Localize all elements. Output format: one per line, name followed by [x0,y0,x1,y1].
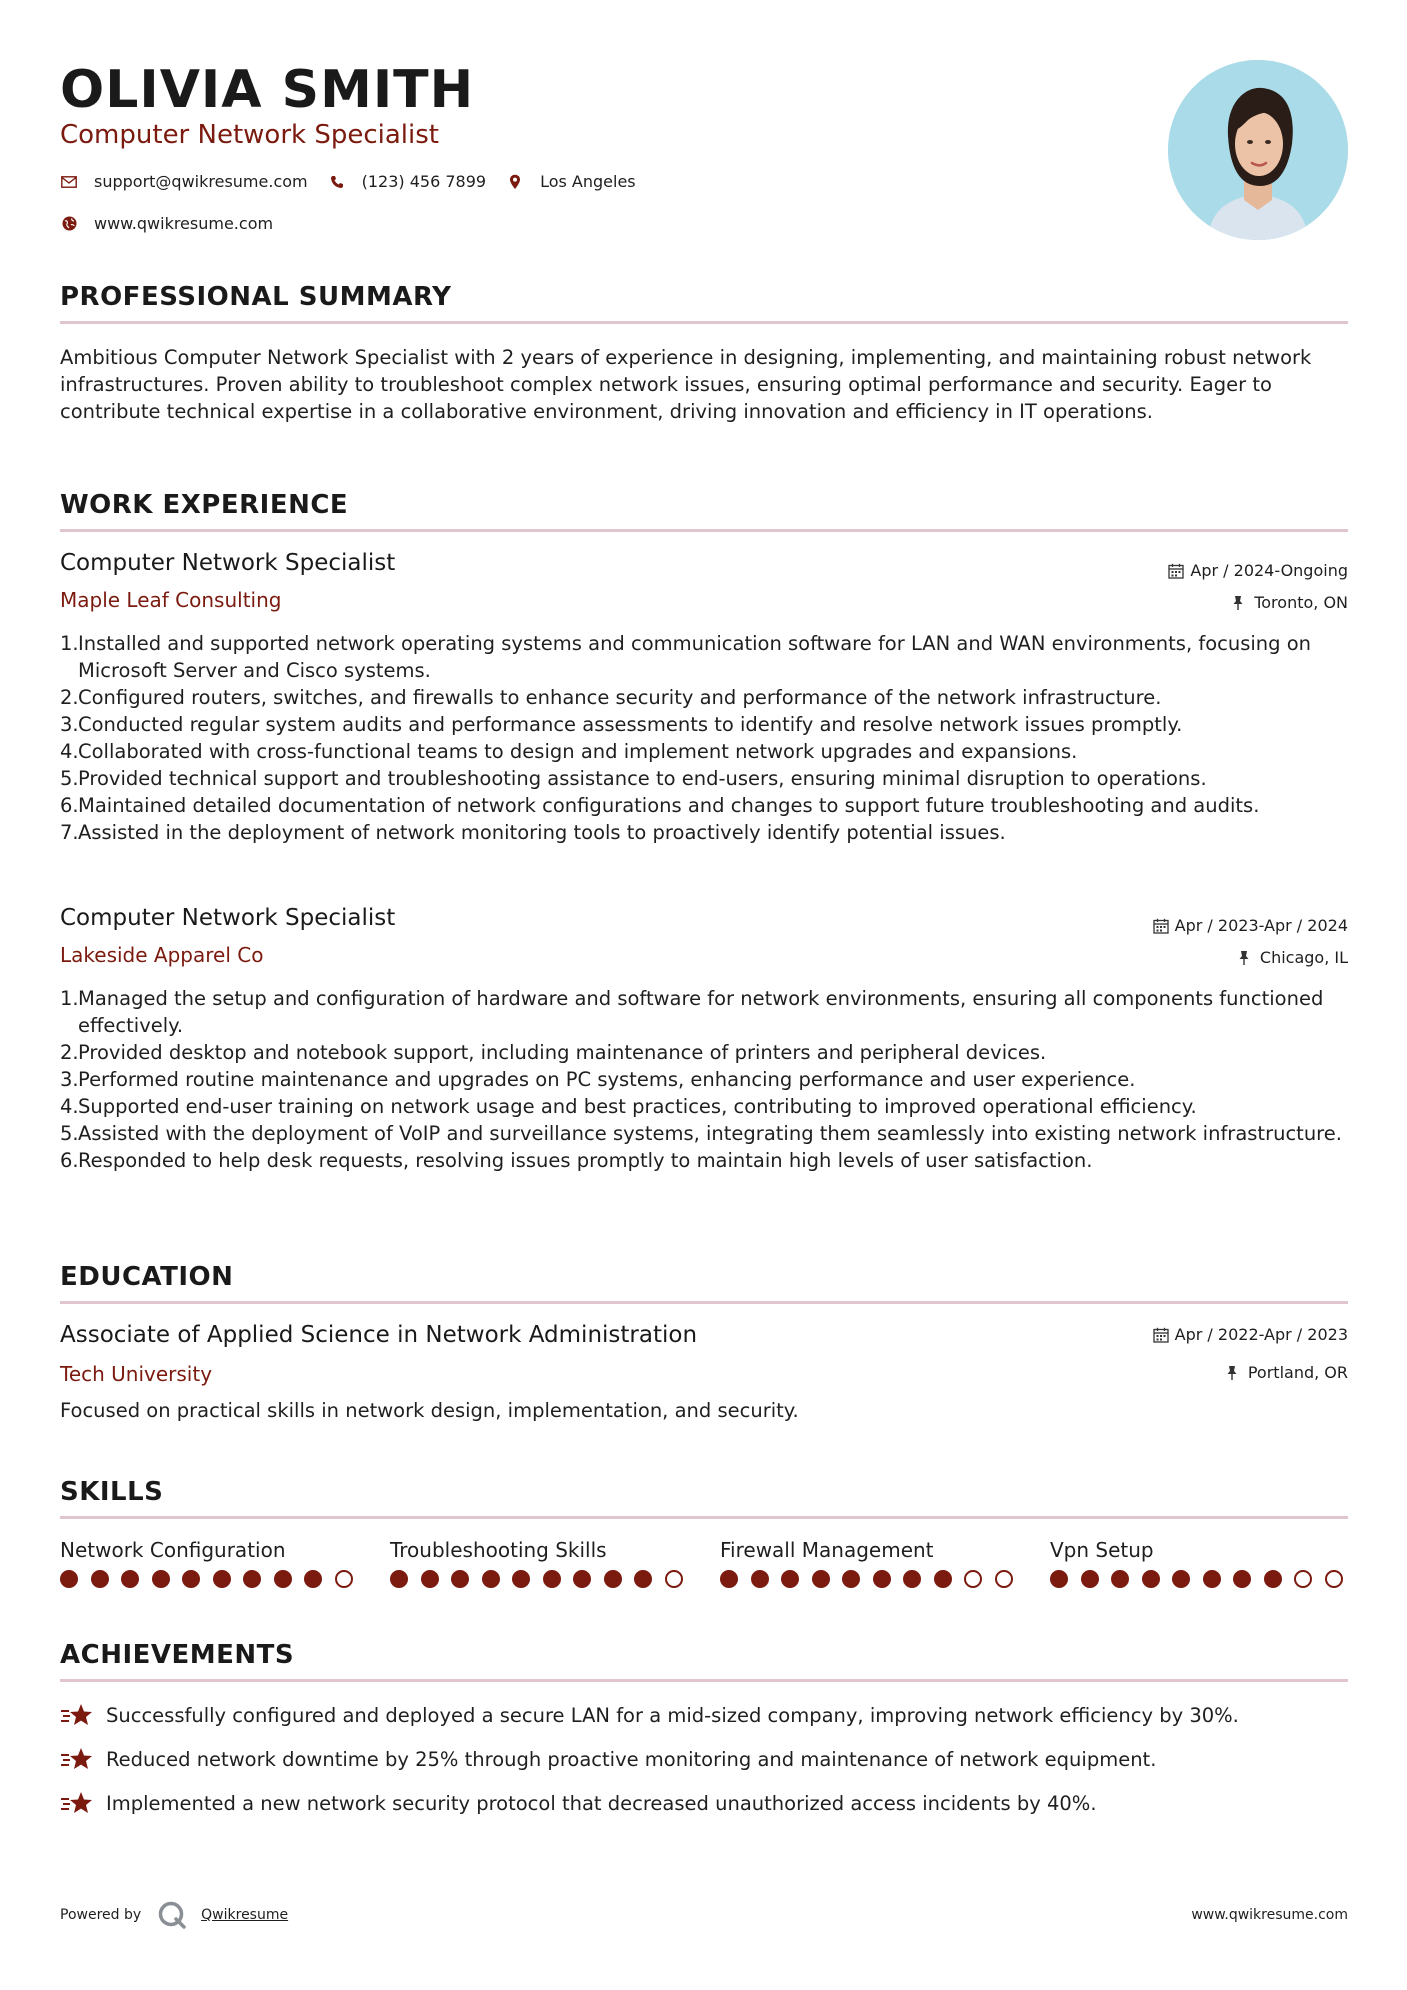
summary-heading: PROFESSIONAL SUMMARY [60,282,452,312]
footer [60,1900,1348,1930]
rating-dot-filled [1081,1570,1099,1588]
rating-dot-filled [1203,1570,1221,1588]
list-item: 5. Assisted with the deployment of VoIP and surveillance systems, integrating them seamlessly into existing network infrastructure. [60,1122,1342,1145]
qwikresume-link[interactable]: Qwikresume [201,1907,289,1923]
calendar-icon [1168,563,1184,579]
skill-name: Vpn Setup [1050,1538,1154,1562]
rating-dot-filled [243,1570,261,1588]
star-icon [60,1746,94,1772]
experience-heading: WORK EXPERIENCE [60,490,349,520]
rating-dot-filled [304,1570,322,1588]
achievement-text: Implemented a new network security protocol that decreased unauthorized access incidents by 40%. [106,1791,1097,1815]
rating-dot-filled [512,1570,530,1588]
rating-dot-filled [451,1570,469,1588]
list-item: 6. Responded to help desk requests, resolving issues promptly to maintain high levels of user satisfaction. [60,1149,1093,1172]
skills-divider [60,1516,1348,1519]
skill-item [720,1538,1020,1588]
envelope-icon [60,173,78,191]
resume-page [60,0,1348,1990]
phone-icon [328,173,346,191]
achievements-divider [60,1679,1348,1682]
job-1-location [1232,593,1348,612]
email-link[interactable]: support@qwikresume.com [94,172,308,191]
education-school: Tech University [60,1362,213,1386]
rating-dot-filled [604,1570,622,1588]
globe-icon [60,215,78,233]
map-pin-icon [506,173,524,191]
skill-rating [60,1570,360,1588]
list-item: 3. Performed routine maintenance and upgrades on PC systems, enhancing performance and user experience. [60,1068,1136,1091]
rating-dot-empty [1294,1570,1312,1588]
candidate-name: OLIVIA SMITH [60,60,475,120]
list-item: 4. Collaborated with cross-functional teams to design and implement network upgrades and expansions. [60,740,1078,763]
rating-dot-filled [543,1570,561,1588]
skill-rating [1050,1570,1350,1588]
profile-photo [1168,60,1348,240]
star-icon [60,1702,94,1728]
rating-dot-empty [665,1570,683,1588]
job-title-heading: Computer Network Specialist [60,120,439,150]
achievement-item [60,1702,1239,1728]
job-1-dates-text: Apr / 2024-Ongoing [1190,561,1348,580]
skills-heading: SKILLS [60,1477,164,1507]
education-degree: Associate of Applied Science in Network Administration [60,1322,698,1348]
rating-dot-filled [274,1570,292,1588]
rating-dot-filled [182,1570,200,1588]
rating-dot-filled [812,1570,830,1588]
education-description: Focused on practical skills in network design, implementation, and security. [60,1399,799,1422]
rating-dot-filled [482,1570,500,1588]
rating-dot-filled [1172,1570,1190,1588]
star-icon [60,1790,94,1816]
calendar-icon [1153,1327,1169,1343]
achievement-text: Reduced network downtime by 25% through proactive monitoring and maintenance of network equipment. [106,1747,1157,1771]
rating-dot-filled [903,1570,921,1588]
rating-dot-empty [1325,1570,1343,1588]
rating-dot-filled [1050,1570,1068,1588]
rating-dot-filled [121,1570,139,1588]
education-heading: EDUCATION [60,1262,234,1292]
list-item: 6. Maintained detailed documentation of network configurations and changes to support future troubleshooting and audits. [60,794,1260,817]
list-item: 1. Managed the setup and configuration of hardware and software for network environments, ensuring all components functioned effectively. [60,987,1324,1037]
rating-dot-filled [152,1570,170,1588]
rating-dot-filled [1264,1570,1282,1588]
pushpin-icon [1238,950,1254,966]
rating-dot-filled [751,1570,769,1588]
achievement-text: Successfully configured and deployed a secure LAN for a mid-sized company, improving network efficiency by 30%. [106,1703,1239,1727]
job-2-dates-text: Apr / 2023-Apr / 2024 [1174,916,1348,935]
rating-dot-filled [781,1570,799,1588]
rating-dot-filled [60,1570,78,1588]
rating-dot-filled [873,1570,891,1588]
rating-dot-filled [842,1570,860,1588]
skill-item [1050,1538,1350,1588]
experience-divider [60,529,1348,532]
rating-dot-filled [934,1570,952,1588]
job-1-location-text: Toronto, ON [1254,593,1348,612]
pushpin-icon [1226,1365,1242,1381]
phone-text: (123) 456 7899 [361,172,487,191]
job-2-dates [1153,916,1348,935]
education-location [1226,1363,1348,1382]
job-2-location [1238,948,1348,967]
skill-rating [720,1570,1020,1588]
list-item: 2. Provided desktop and notebook support, including maintenance of printers and peripheral devices. [60,1041,1047,1064]
contact-row-1 [60,172,656,191]
summary-divider [60,321,1348,324]
skill-name: Troubleshooting Skills [390,1538,607,1562]
rating-dot-filled [720,1570,738,1588]
rating-dot-filled [1111,1570,1129,1588]
rating-dot-empty [335,1570,353,1588]
calendar-icon [1153,918,1169,934]
skill-item [390,1538,690,1588]
job-2-location-text: Chicago, IL [1259,948,1348,967]
summary-text: Ambitious Computer Network Specialist with 2 years of experience in designing, implementing, and maintaining robust network infrastructures. Proven ability to troubleshoot complex network issues, ensuring optimal performance and security. Eager to contribute technical expertise in a collaborative environment, driving innovation and efficiency in IT operations. [60,346,1312,423]
job-2-company: Lakeside Apparel Co [60,943,264,967]
contact-row-2 [60,214,293,233]
job-2-title: Computer Network Specialist [60,905,396,931]
list-item: 3. Conducted regular system audits and performance assessments to identify and resolve network issues promptly. [60,713,1183,736]
education-location-text: Portland, OR [1247,1363,1348,1382]
rating-dot-filled [1142,1570,1160,1588]
list-item: 5. Provided technical support and troubleshooting assistance to end-users, ensuring minimal disruption to operations. [60,767,1207,790]
achievement-item [60,1746,1156,1772]
pushpin-icon [1232,595,1248,611]
list-item: 4. Supported end-user training on network usage and best practices, contributing to improved operational efficiency. [60,1095,1197,1118]
rating-dot-filled [634,1570,652,1588]
achievement-item [60,1790,1097,1816]
rating-dot-filled [1233,1570,1251,1588]
skill-name: Network Configuration [60,1538,286,1562]
rating-dot-filled [213,1570,231,1588]
job-1-company: Maple Leaf Consulting [60,588,282,612]
list-item: 2. Configured routers, switches, and firewalls to enhance security and performance of the network infrastructure. [60,686,1162,709]
job-2-bullets [60,985,1348,1174]
rating-dot-filled [91,1570,109,1588]
rating-dot-filled [573,1570,591,1588]
education-dates-text: Apr / 2022-Apr / 2023 [1174,1325,1348,1344]
list-item: 1. Installed and supported network operating systems and communication software for LAN and WAN environments, focusing on Microsoft Server and Cisco systems. [60,632,1312,682]
website-link[interactable]: www.qwikresume.com [94,214,274,233]
location-text: Los Angeles [540,172,636,191]
list-item: 7. Assisted in the deployment of network monitoring tools to proactively identify potential issues. [60,821,1006,844]
job-1-title: Computer Network Specialist [60,550,396,576]
powered-by-label: Powered by [60,1907,142,1923]
skill-item [60,1538,360,1588]
rating-dot-filled [421,1570,439,1588]
skill-name: Firewall Management [720,1538,934,1562]
job-1-dates [1168,561,1348,580]
job-1-bullets [60,630,1348,846]
skill-rating [390,1570,690,1588]
rating-dot-empty [964,1570,982,1588]
rating-dot-empty [995,1570,1013,1588]
education-dates [1153,1325,1348,1344]
education-divider [60,1301,1348,1304]
achievements-heading: ACHIEVEMENTS [60,1640,295,1670]
qwikresume-logo-icon [157,1900,187,1930]
footer-website-link[interactable]: www.qwikresume.com [1191,1907,1348,1923]
powered-by [60,1900,288,1930]
rating-dot-filled [390,1570,408,1588]
